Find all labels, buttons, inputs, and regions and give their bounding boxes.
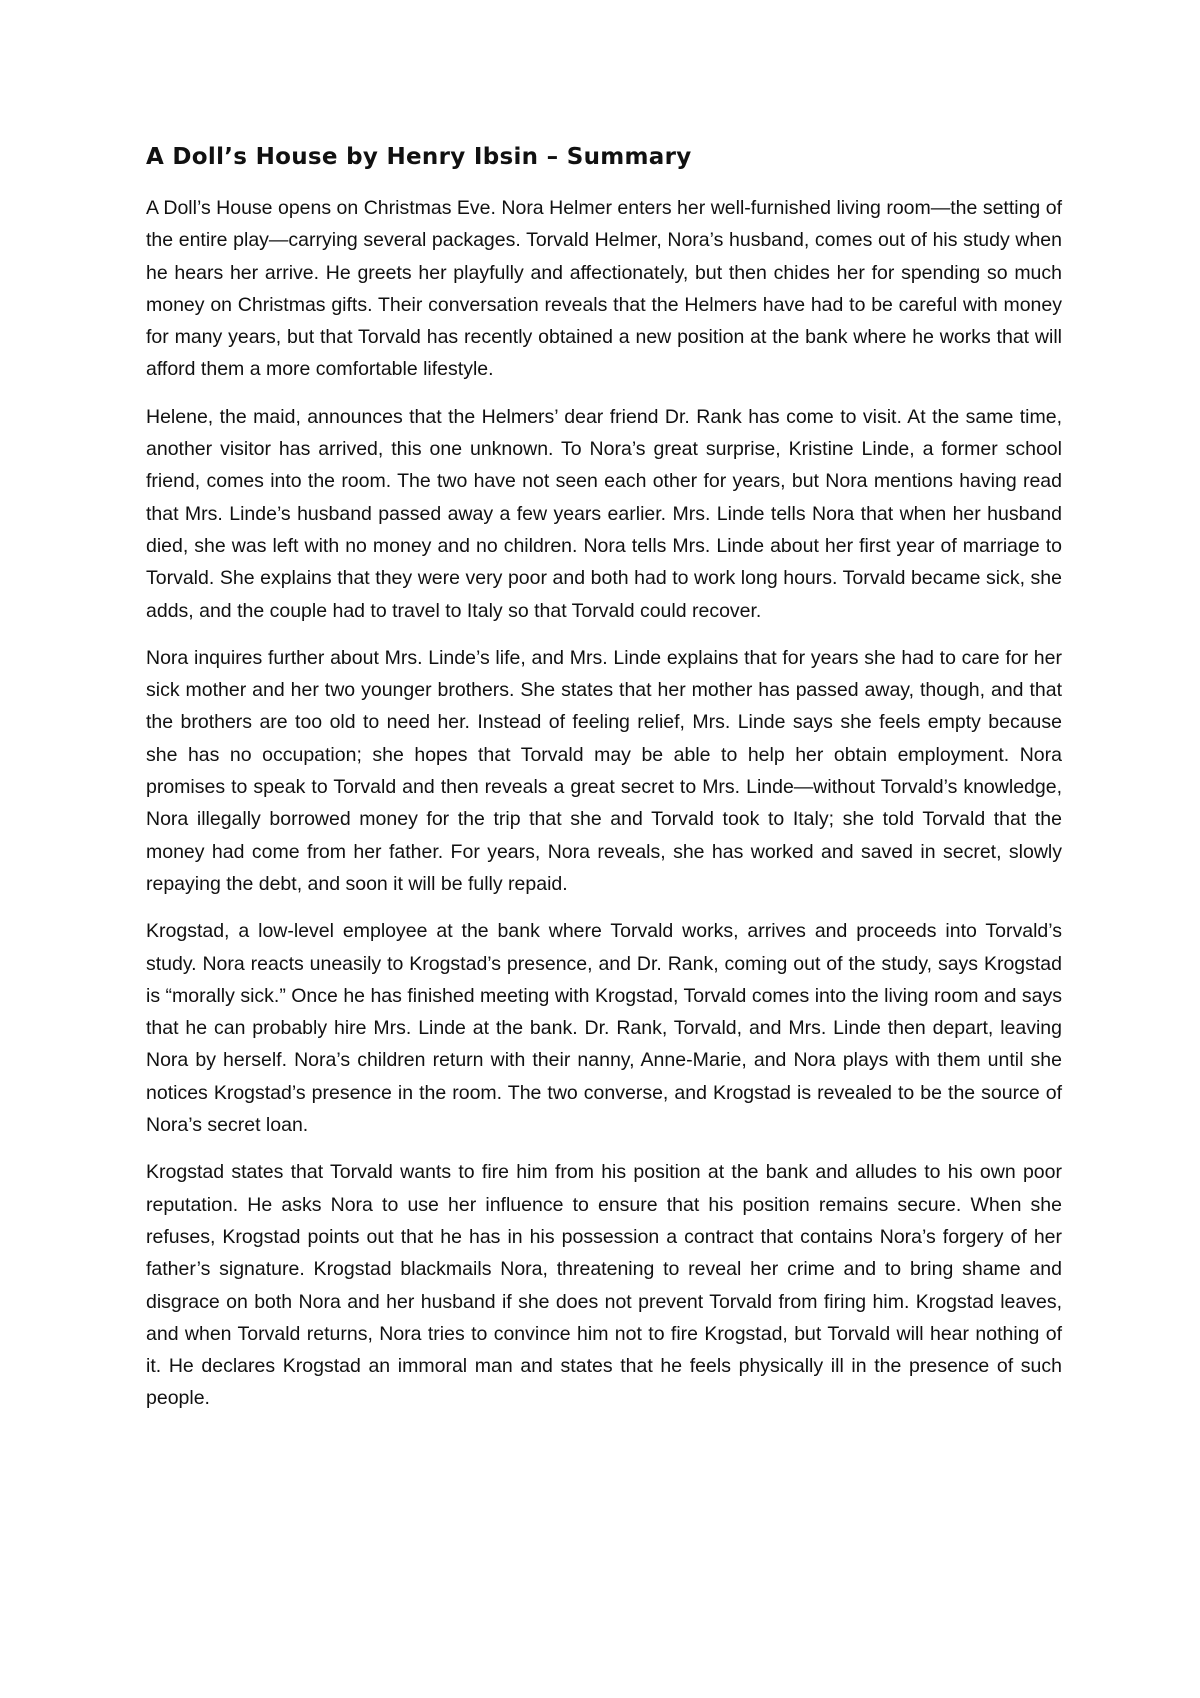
- paragraph-2: Helene, the maid, announces that the Helmers’ dear friend Dr. Rank has come to visit. At the same time, another visitor has arrived, this one unknown. To Nora’s great surprise, Kristine Linde, a former school friend, comes into the room. The two have not seen each other for years, but Nora mentions having read that Mrs. Linde’s husband passed away a few years earlier. Mrs. Linde tells Nora that when her husband died, she was left with no money and no children. Nora tells Mrs. Linde about her first year of marriage to Torvald. She explains that they were very poor and both had to work long hours. Torvald became sick, she adds, and the couple had to travel to Italy so that Torvald could recover.: [146, 405, 1062, 622]
- paragraph-4: Krogstad, a low-level employee at the bank where Torvald works, arrives and proceeds into Torvald’s study. Nora reacts uneasily to Krogstad’s presence, and Dr. Rank, coming out of the study, says Krogstad is “morally sick.” Once he has finished meeting with Krogstad, Torvald comes into the living room and says that he can probably hire Mrs. Linde at the bank. Dr. Rank, Torvald, and Mrs. Linde then depart, leaving Nora by herself. Nora’s children return with their nanny, Anne-Marie, and Nora plays with them until she notices Krogstad’s presence in the room. The two converse, and Krogstad is revealed to be the source of Nora’s secret loan.: [146, 920, 1062, 1137]
- paragraph-3: Nora inquires further about Mrs. Linde’s life, and Mrs. Linde explains that for years she had to care for her sick mother and her two younger brothers. She states that her mother has passed away, though, and that the brothers are too old to need her. Instead of feeling relief, Mrs. Linde says she feels empty because she has no occupation; she hopes that Torvald may be able to help her obtain employment. Nora promises to speak to Torvald and then reveals a great secret to Mrs. Linde—without Torvald’s knowledge, Nora illegally borrowed money for the trip that she and Torvald took to Italy; she told Torvald that the money had come from her father. For years, Nora reveals, she has worked and saved in secret, slowly repaying the debt, and soon it will be fully repaid.: [146, 646, 1062, 895]
- paragraph-1: A Doll’s House opens on Christmas Eve. Nora Helmer enters her well-furnished living room—the setting of the entire play—carrying several packages. Torvald Helmer, Nora’s husband, comes out of his study when he hears her arrive. He greets her playfully and affectionately, but then chides her for spending so much money on Christmas gifts. Their conversation reveals that the Helmers have had to be careful with money for many years, but that Torvald has recently obtained a new position at the bank where he works that will afford them a more comfortable lifestyle.: [146, 197, 1062, 381]
- paragraph-5: Krogstad states that Torvald wants to fire him from his position at the bank and alludes to his own poor reputation. He asks Nora to use her influence to ensure that his position remains secure. When she refuses, Krogstad points out that he has in his possession a contract that contains Nora’s forgery of her father’s signature. Krogstad blackmails Nora, threatening to reveal her crime and to bring shame and disgrace on both Nora and her husband if she does not prevent Torvald from firing him. Krogstad leaves, and when Torvald returns, Nora tries to convince him not to fire Krogstad, but Torvald will hear nothing of it. He declares Krogstad an immoral man and states that he feels physically ill in the presence of such people.: [146, 1161, 1062, 1410]
- document-page: [146, 142, 1062, 1430]
- document-title: A Doll’s House by Henry Ibsin – Summary: [146, 144, 692, 170]
